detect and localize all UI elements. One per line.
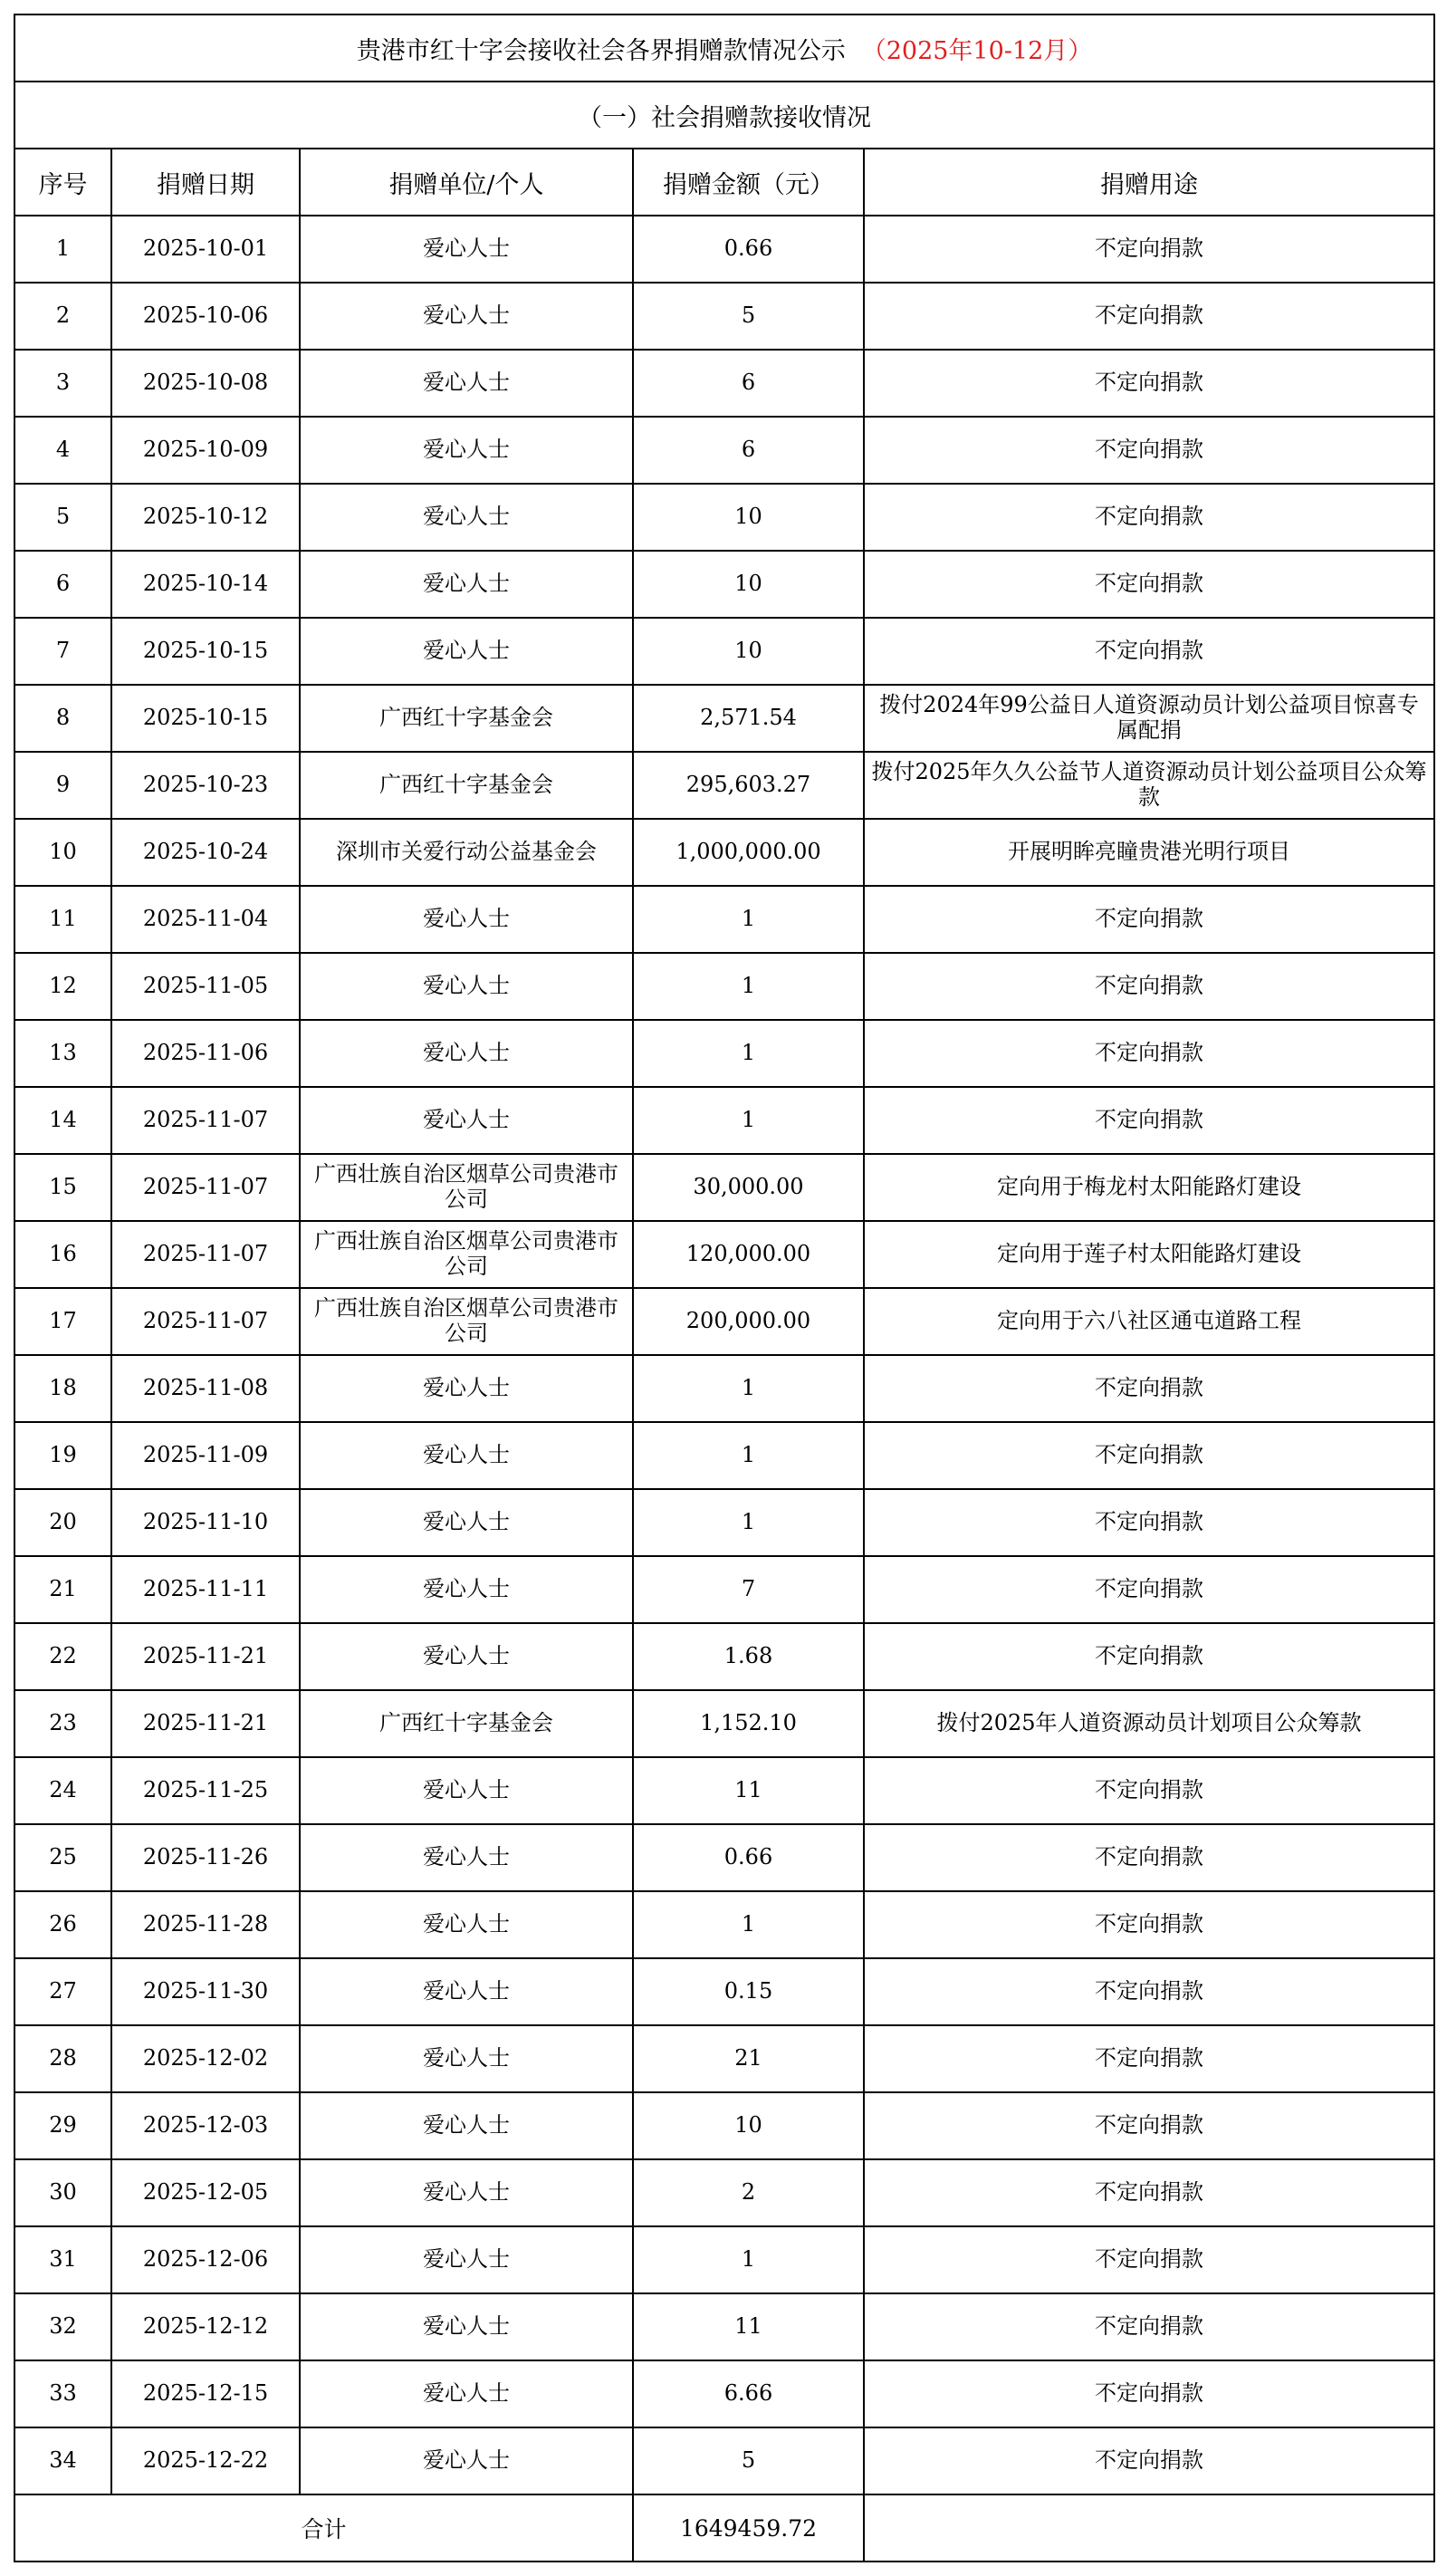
cell-donor: 爱心人士 [300,1087,633,1154]
cell-date: 2025-12-06 [111,2226,300,2293]
cell-amount: 10 [633,2092,864,2159]
cell-date: 2025-12-02 [111,2025,300,2092]
cell-seq: 26 [14,1891,111,1958]
title-period: （2025年10-12月） [861,36,1093,65]
cell-amount: 10 [633,551,864,618]
cell-amount: 0.66 [633,216,864,283]
cell-date: 2025-11-08 [111,1355,300,1422]
cell-amount: 1 [633,953,864,1020]
cell-donor: 爱心人士 [300,1020,633,1087]
cell-amount: 1,152.10 [633,1690,864,1757]
cell-amount: 1 [633,1891,864,1958]
cell-seq: 11 [14,886,111,953]
cell-purpose: 不定向捐款 [864,1422,1434,1489]
cell-seq: 5 [14,484,111,551]
cell-date: 2025-12-22 [111,2427,300,2494]
section-row [14,82,1434,149]
cell-amount: 120,000.00 [633,1221,864,1288]
cell-seq: 7 [14,618,111,685]
cell-amount: 10 [633,484,864,551]
cell-donor: 广西红十字基金会 [300,752,633,819]
cell-donor: 爱心人士 [300,1556,633,1623]
cell-donor: 爱心人士 [300,2159,633,2226]
title-cell [14,14,1434,82]
cell-seq: 31 [14,2226,111,2293]
cell-date: 2025-11-07 [111,1154,300,1221]
cell-purpose: 不定向捐款 [864,2360,1434,2427]
cell-amount: 1,000,000.00 [633,819,864,886]
cell-donor: 爱心人士 [300,886,633,953]
table-row [14,1154,1434,1221]
cell-donor: 爱心人士 [300,417,633,484]
cell-seq: 13 [14,1020,111,1087]
cell-seq: 14 [14,1087,111,1154]
cell-seq: 17 [14,1288,111,1355]
cell-seq: 16 [14,1221,111,1288]
cell-amount: 200,000.00 [633,1288,864,1355]
cell-date: 2025-11-09 [111,1422,300,1489]
cell-purpose: 不定向捐款 [864,1489,1434,1556]
cell-seq: 1 [14,216,111,283]
cell-seq: 34 [14,2427,111,2494]
cell-purpose: 不定向捐款 [864,2025,1434,2092]
cell-donor: 爱心人士 [300,216,633,283]
cell-date: 2025-10-08 [111,350,300,417]
page-title: 贵港市红十字会接收社会各界捐赠款情况公示 [356,36,846,65]
cell-amount: 1 [633,1422,864,1489]
cell-donor: 爱心人士 [300,2293,633,2360]
cell-date: 2025-10-06 [111,283,300,350]
cell-date: 2025-12-12 [111,2293,300,2360]
cell-donor: 广西壮族自治区烟草公司贵港市公司 [300,1221,633,1288]
cell-seq: 30 [14,2159,111,2226]
table-row [14,2092,1434,2159]
cell-donor: 深圳市关爱行动公益基金会 [300,819,633,886]
cell-purpose: 不定向捐款 [864,350,1434,417]
table-row [14,1891,1434,1958]
table-row [14,2025,1434,2092]
cell-date: 2025-11-05 [111,953,300,1020]
cell-donor: 爱心人士 [300,2360,633,2427]
table-row [14,350,1434,417]
cell-date: 2025-11-26 [111,1824,300,1891]
header-row [14,149,1434,216]
cell-donor: 爱心人士 [300,618,633,685]
table-row [14,1824,1434,1891]
cell-seq: 15 [14,1154,111,1221]
table-row [14,484,1434,551]
table-row [14,2293,1434,2360]
cell-amount: 1 [633,1020,864,1087]
cell-purpose: 不定向捐款 [864,886,1434,953]
header-donor: 捐赠单位/个人 [300,149,633,216]
title-row [14,14,1434,82]
cell-date: 2025-11-30 [111,1958,300,2025]
table-row [14,1556,1434,1623]
table-row [14,1958,1434,2025]
cell-date: 2025-10-01 [111,216,300,283]
total-amount: 1649459.72 [633,2494,864,2562]
cell-donor: 爱心人士 [300,1623,633,1690]
cell-purpose: 拨付2025年人道资源动员计划项目公众筹款 [864,1690,1434,1757]
cell-amount: 5 [633,283,864,350]
table-row [14,2360,1434,2427]
cell-amount: 30,000.00 [633,1154,864,1221]
table-row [14,1757,1434,1824]
table-row [14,1489,1434,1556]
cell-date: 2025-12-05 [111,2159,300,2226]
table-row [14,752,1434,819]
cell-purpose: 不定向捐款 [864,216,1434,283]
cell-purpose: 不定向捐款 [864,1087,1434,1154]
cell-donor: 爱心人士 [300,1422,633,1489]
cell-date: 2025-11-04 [111,886,300,953]
cell-amount: 295,603.27 [633,752,864,819]
cell-date: 2025-11-10 [111,1489,300,1556]
cell-donor: 爱心人士 [300,1958,633,2025]
cell-amount: 0.66 [633,1824,864,1891]
cell-seq: 12 [14,953,111,1020]
cell-purpose: 开展明眸亮瞳贵港光明行项目 [864,819,1434,886]
cell-seq: 3 [14,350,111,417]
cell-date: 2025-12-03 [111,2092,300,2159]
cell-date: 2025-10-14 [111,551,300,618]
table-row [14,216,1434,283]
cell-date: 2025-10-12 [111,484,300,551]
cell-amount: 11 [633,2293,864,2360]
cell-amount: 6 [633,350,864,417]
cell-seq: 23 [14,1690,111,1757]
cell-date: 2025-11-06 [111,1020,300,1087]
cell-amount: 5 [633,2427,864,2494]
cell-date: 2025-11-07 [111,1087,300,1154]
table-row [14,1422,1434,1489]
cell-purpose: 不定向捐款 [864,1824,1434,1891]
cell-purpose: 不定向捐款 [864,283,1434,350]
cell-amount: 10 [633,618,864,685]
total-row [14,2494,1434,2562]
cell-amount: 1 [633,1489,864,1556]
cell-date: 2025-10-15 [111,685,300,752]
table-row [14,417,1434,484]
cell-donor: 爱心人士 [300,2427,633,2494]
cell-seq: 21 [14,1556,111,1623]
cell-purpose: 定向用于莲子村太阳能路灯建设 [864,1221,1434,1288]
table-row [14,886,1434,953]
cell-purpose: 不定向捐款 [864,1958,1434,2025]
cell-amount: 2 [633,2159,864,2226]
table-row [14,953,1434,1020]
cell-purpose: 不定向捐款 [864,1891,1434,1958]
cell-date: 2025-11-21 [111,1623,300,1690]
cell-amount: 2,571.54 [633,685,864,752]
table-row [14,618,1434,685]
table-row [14,1623,1434,1690]
header-date: 捐赠日期 [111,149,300,216]
table-row [14,2427,1434,2494]
cell-date: 2025-11-25 [111,1757,300,1824]
cell-donor: 爱心人士 [300,551,633,618]
cell-donor: 爱心人士 [300,953,633,1020]
cell-seq: 19 [14,1422,111,1489]
table-row [14,1087,1434,1154]
cell-amount: 6.66 [633,2360,864,2427]
cell-seq: 10 [14,819,111,886]
cell-amount: 6 [633,417,864,484]
cell-date: 2025-11-21 [111,1690,300,1757]
cell-purpose: 不定向捐款 [864,2226,1434,2293]
cell-seq: 22 [14,1623,111,1690]
cell-amount: 1 [633,1087,864,1154]
cell-purpose: 不定向捐款 [864,1757,1434,1824]
cell-seq: 33 [14,2360,111,2427]
cell-seq: 24 [14,1757,111,1824]
cell-amount: 1 [633,886,864,953]
cell-date: 2025-11-11 [111,1556,300,1623]
table-row [14,1221,1434,1288]
table-row [14,1690,1434,1757]
table-row [14,283,1434,350]
cell-donor: 爱心人士 [300,2025,633,2092]
cell-seq: 20 [14,1489,111,1556]
cell-purpose: 不定向捐款 [864,2092,1434,2159]
cell-seq: 28 [14,2025,111,2092]
cell-date: 2025-10-09 [111,417,300,484]
cell-seq: 27 [14,1958,111,2025]
cell-purpose: 不定向捐款 [864,551,1434,618]
cell-date: 2025-11-07 [111,1288,300,1355]
cell-seq: 25 [14,1824,111,1891]
cell-donor: 爱心人士 [300,2226,633,2293]
cell-seq: 6 [14,551,111,618]
cell-seq: 32 [14,2293,111,2360]
header-seq: 序号 [14,149,111,216]
donation-table [14,14,1435,2562]
cell-donor: 爱心人士 [300,1757,633,1824]
table-body [14,14,1434,2562]
total-empty-cell [864,2494,1434,2562]
cell-donor: 广西壮族自治区烟草公司贵港市公司 [300,1288,633,1355]
cell-amount: 1 [633,2226,864,2293]
cell-seq: 9 [14,752,111,819]
cell-donor: 爱心人士 [300,2092,633,2159]
cell-purpose: 不定向捐款 [864,953,1434,1020]
table-row [14,1355,1434,1422]
cell-purpose: 不定向捐款 [864,1355,1434,1422]
table-row [14,2226,1434,2293]
cell-purpose: 不定向捐款 [864,484,1434,551]
cell-purpose: 不定向捐款 [864,1020,1434,1087]
cell-seq: 4 [14,417,111,484]
cell-donor: 爱心人士 [300,484,633,551]
table-row [14,551,1434,618]
cell-purpose: 不定向捐款 [864,1623,1434,1690]
section-title: （一）社会捐赠款接收情况 [14,82,1434,149]
cell-purpose: 不定向捐款 [864,2159,1434,2226]
cell-donor: 爱心人士 [300,1489,633,1556]
header-amount: 捐赠金额（元） [633,149,864,216]
cell-date: 2025-11-28 [111,1891,300,1958]
cell-date: 2025-10-15 [111,618,300,685]
cell-purpose: 不定向捐款 [864,618,1434,685]
total-label: 合计 [14,2494,633,2562]
cell-purpose: 拨付2024年99公益日人道资源动员计划公益项目惊喜专属配捐 [864,685,1434,752]
cell-seq: 29 [14,2092,111,2159]
cell-seq: 2 [14,283,111,350]
cell-donor: 爱心人士 [300,283,633,350]
table-row [14,1020,1434,1087]
cell-donor: 爱心人士 [300,1355,633,1422]
cell-seq: 18 [14,1355,111,1422]
table-row [14,819,1434,886]
table-row [14,1288,1434,1355]
cell-amount: 7 [633,1556,864,1623]
cell-purpose: 不定向捐款 [864,1556,1434,1623]
cell-date: 2025-12-15 [111,2360,300,2427]
cell-amount: 11 [633,1757,864,1824]
cell-donor: 广西壮族自治区烟草公司贵港市公司 [300,1154,633,1221]
cell-donor: 爱心人士 [300,1891,633,1958]
cell-amount: 1 [633,1355,864,1422]
cell-date: 2025-11-07 [111,1221,300,1288]
cell-seq: 8 [14,685,111,752]
cell-amount: 21 [633,2025,864,2092]
cell-purpose: 拨付2025年久久公益节人道资源动员计划公益项目公众筹款 [864,752,1434,819]
table-row [14,685,1434,752]
header-purpose: 捐赠用途 [864,149,1434,216]
cell-donor: 广西红十字基金会 [300,685,633,752]
cell-purpose: 不定向捐款 [864,2293,1434,2360]
table-row [14,2159,1434,2226]
cell-purpose: 定向用于梅龙村太阳能路灯建设 [864,1154,1434,1221]
cell-purpose: 定向用于六八社区通屯道路工程 [864,1288,1434,1355]
cell-amount: 0.15 [633,1958,864,2025]
cell-amount: 1.68 [633,1623,864,1690]
cell-donor: 广西红十字基金会 [300,1690,633,1757]
cell-purpose: 不定向捐款 [864,2427,1434,2494]
cell-donor: 爱心人士 [300,1824,633,1891]
cell-donor: 爱心人士 [300,350,633,417]
cell-date: 2025-10-23 [111,752,300,819]
cell-date: 2025-10-24 [111,819,300,886]
cell-purpose: 不定向捐款 [864,417,1434,484]
